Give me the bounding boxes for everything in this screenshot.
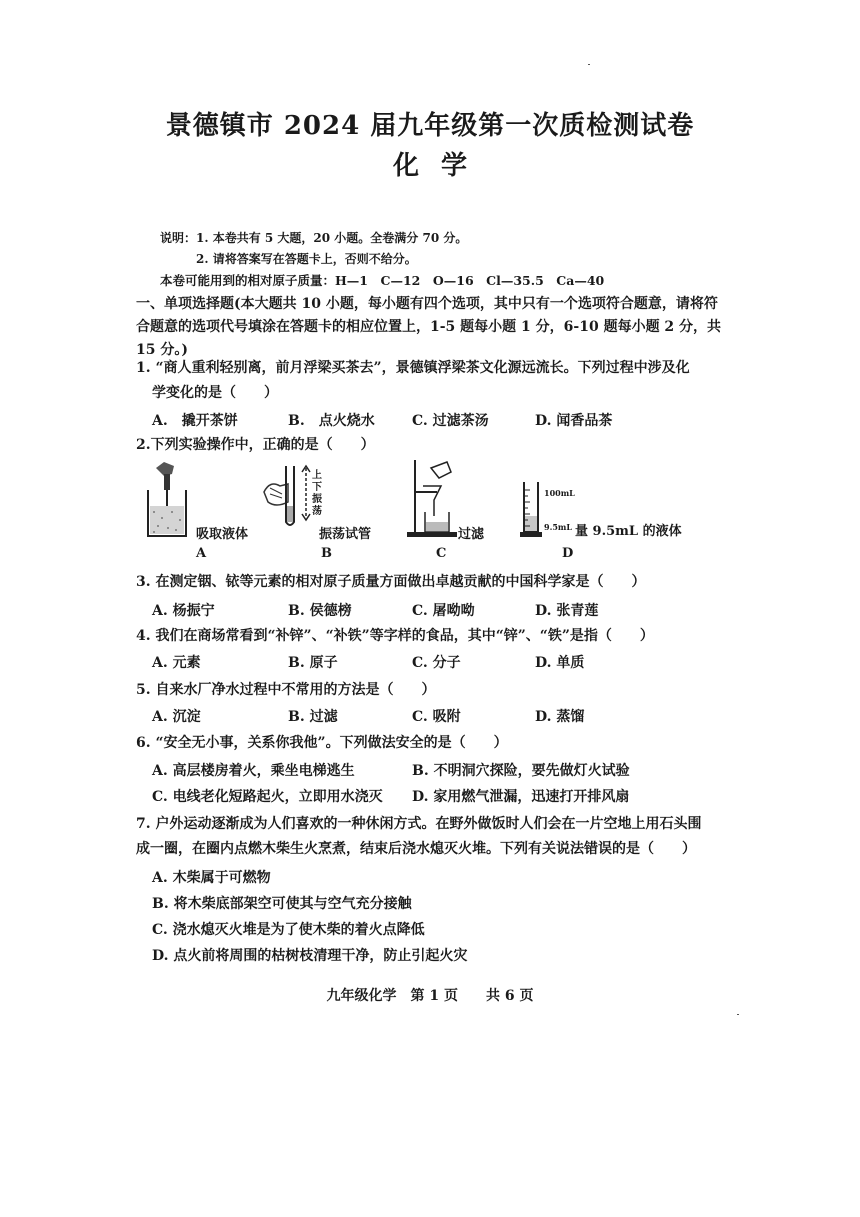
cylinder-level-mark: 9.5mL <box>544 522 573 532</box>
fig-b-caption: 振荡试管 <box>319 527 372 542</box>
q1-stem-line-1: 1. “商人重利轻别离，前月浮梁买茶去”，景德镇浮梁茶文化源远流长。下列过程中涉及化 <box>136 360 690 376</box>
q5-option-d: D. 蒸馏 <box>535 709 585 725</box>
section1-line-2: 合题意的选项代号填涂在答题卡的相应位置上，1-5 题每小题 1 分，6-10 题每小题 2 分，共 <box>136 319 722 335</box>
q7-option-d: D. 点火前将周围的枯树枝清理干净，防止引起火灾 <box>152 948 468 964</box>
fig-c-caption: 过滤 <box>458 527 485 542</box>
q4-option-b: B. 原子 <box>288 655 338 671</box>
q6-stem: 6. “安全无小事，关系你我他”。下列做法安全的是（ ） <box>136 735 508 751</box>
fig-a-caption: 吸取液体 <box>196 527 249 542</box>
q7-option-a: A. 木柴属于可燃物 <box>152 870 271 886</box>
fig-b-letter: B <box>321 546 332 561</box>
page-footer: 九年级化学 第 1 页 共 6 页 <box>326 988 534 1004</box>
q3-stem: 3. 在测定铟、铱等元素的相对原子质量方面做出卓越贡献的中国科学家是（ ） <box>136 574 646 590</box>
q3-option-c: C. 屠呦呦 <box>412 603 475 619</box>
q6-option-a: A. 高层楼房着火，乘坐电梯逃生 <box>152 763 355 779</box>
q4-option-c: C. 分子 <box>412 655 461 671</box>
q6-option-d: D. 家用燃气泄漏，迅速打开排风扇 <box>412 789 630 805</box>
exam-title: 景德镇市 2024 届九年级第一次质检测试卷 <box>165 111 695 141</box>
fig-a-letter: A <box>196 546 207 561</box>
fig-d-caption: 量 9.5mL 的液体 <box>575 524 682 539</box>
measuring-cylinder-figure <box>518 480 544 540</box>
dropper-beaker-figure <box>142 460 192 542</box>
cylinder-top-mark: 100mL <box>544 488 575 498</box>
section1-line-1: 一、单项选择题(本大题共 10 小题，每小题有四个选项，其中只有一个选项符合题意，请将符 <box>136 296 718 312</box>
note-line-2: 2. 请将答案写在答题卡上，否则不给分。 <box>196 252 417 266</box>
q1-option-d: D. 闻香品茶 <box>535 413 613 429</box>
q7-option-b: B. 将木柴底部架空可使其与空气充分接触 <box>152 896 412 912</box>
fig-d-letter: D <box>562 546 574 561</box>
q4-option-a: A. 元素 <box>152 655 201 671</box>
q6-option-b: B. 不明洞穴探险，要先做灯火试验 <box>412 763 630 779</box>
q2-stem: 2.下列实验操作中，正确的是（ ） <box>136 437 375 453</box>
scan-speck <box>588 64 590 65</box>
note-line-3: 本卷可能用到的相对原子质量：H—1 C—12 O—16 Cl—35.5 Ca—40 <box>160 273 605 288</box>
filtration-apparatus-figure <box>405 458 460 540</box>
q3-option-a: A. 杨振宁 <box>152 603 215 619</box>
note-line-1: 说明：1. 本卷共有 5 大题，20 小题。全卷满分 70 分。 <box>160 231 468 245</box>
scan-speck <box>737 1014 739 1015</box>
shake-direction-text: 上下振荡 <box>312 470 322 517</box>
q1-stem-line-2: 学变化的是（ ） <box>152 385 278 401</box>
exam-subject: 化学 <box>392 151 489 181</box>
q7-stem-line-2: 成一圈，在圈内点燃木柴生火烹煮，结束后浇水熄灭火堆。下列有关说法错误的是（ ） <box>136 841 696 857</box>
q1-option-c: C. 过滤茶汤 <box>412 413 489 429</box>
q5-option-b: B. 过滤 <box>288 709 338 725</box>
q1-option-a: A. 撬开茶饼 <box>152 413 238 429</box>
q6-option-c: C. 电线老化短路起火，立即用水浇灭 <box>152 789 383 805</box>
q7-stem-line-1: 7. 户外运动逐渐成为人们喜欢的一种休闲方式。在野外做饭时人们会在一片空地上用石头围 <box>136 816 702 832</box>
q3-option-d: D. 张青莲 <box>535 603 599 619</box>
q4-option-d: D. 单质 <box>535 655 585 671</box>
q1-option-b: B. 点火烧水 <box>288 413 375 429</box>
q5-stem: 5. 自来水厂净水过程中不常用的方法是（ ） <box>136 682 436 698</box>
section1-line-3: 15 分。) <box>136 342 188 358</box>
q4-stem: 4. 我们在商场常看到“补锌”、“补铁”等字样的食品，其中“锌”、“铁”是指（ ） <box>136 628 654 644</box>
fig-c-letter: C <box>436 546 447 561</box>
q3-option-b: B. 侯德榜 <box>288 603 352 619</box>
q5-option-a: A. 沉淀 <box>152 709 201 725</box>
q5-option-c: C. 吸附 <box>412 709 461 725</box>
q7-option-c: C. 浇水熄灭火堆是为了使木柴的着火点降低 <box>152 922 425 938</box>
